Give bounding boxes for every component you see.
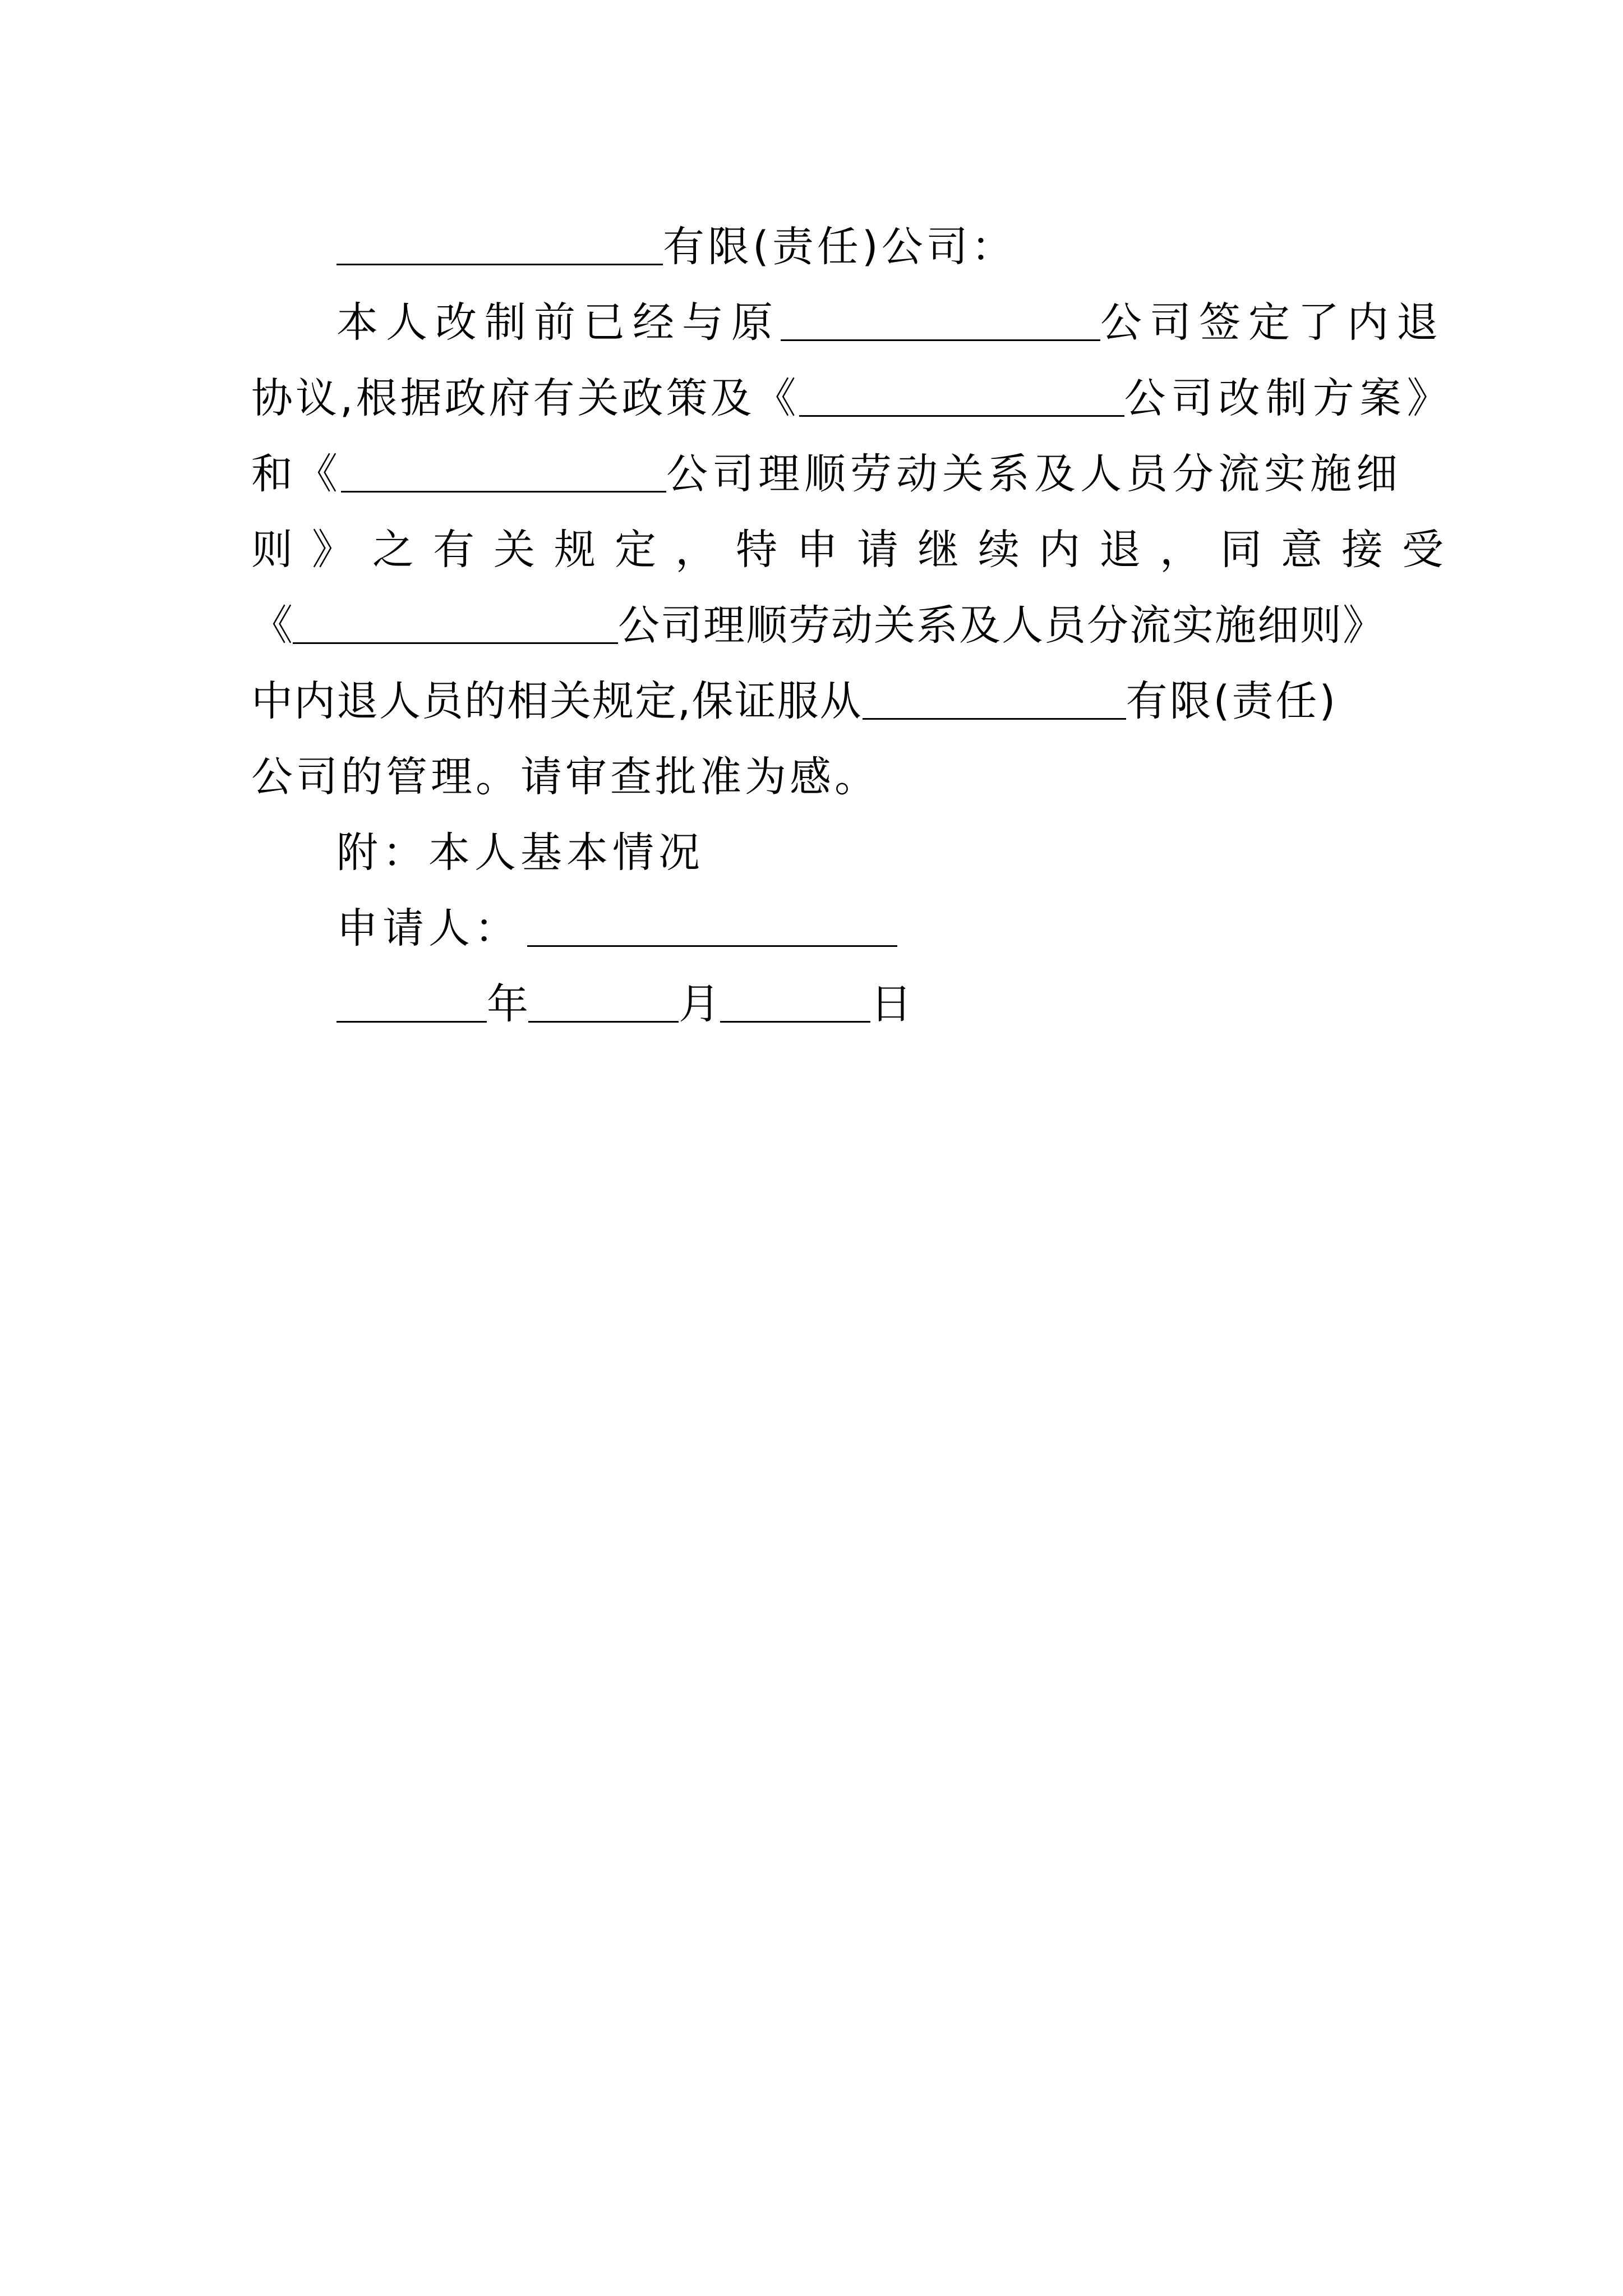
paragraph-line-4	[251, 519, 1463, 581]
paragraph-line-6-end: 有限(责任)	[1126, 677, 1338, 725]
attachment-label: 附：本人基本情况	[336, 829, 704, 877]
day-label: 日	[870, 980, 912, 1028]
paragraph-line-4-text: 则》之有关规定，特申请继续内退，同意接受	[251, 526, 1463, 574]
paragraph-line-6	[251, 670, 1338, 732]
greeting-line	[336, 216, 1016, 278]
day-blank[interactable]	[720, 976, 870, 1023]
paragraph-line-2-start: 协议,根据政府有关政策及《	[251, 374, 799, 422]
year-blank[interactable]	[336, 976, 487, 1023]
paragraph-line-2-end: 公司改制方案》	[1124, 374, 1454, 422]
labor-rules-company-blank-2[interactable]	[293, 597, 618, 644]
date-line	[336, 973, 912, 1035]
paragraph-line-3-end: 公司理顺劳动关系及人员分流实施细	[666, 450, 1402, 498]
paragraph-line-1-end: 公司签定了内退	[1100, 298, 1446, 347]
applicant-line	[336, 898, 897, 959]
paragraph-line-3-start: 和《	[251, 450, 341, 498]
attachment-line	[336, 822, 704, 884]
month-label: 月	[679, 980, 720, 1028]
paragraph-line-5	[251, 595, 1385, 656]
paragraph-line-3	[251, 443, 1402, 505]
restructure-plan-company-blank[interactable]	[799, 370, 1124, 417]
original-company-blank[interactable]	[781, 295, 1100, 341]
month-blank[interactable]	[528, 976, 679, 1023]
paragraph-line-5-end: 公司理顺劳动关系及人员分流实施细则》	[618, 601, 1385, 650]
company-name-blank[interactable]	[336, 219, 663, 265]
paragraph-line-2	[251, 367, 1454, 429]
paragraph-line-1-start: 本人改制前已经与原	[336, 298, 781, 347]
labor-rules-company-blank-1[interactable]	[341, 446, 666, 493]
paragraph-line-1	[336, 292, 1446, 353]
applicant-name-blank[interactable]	[527, 900, 897, 947]
greeting-suffix: 有限(责任)公司：	[663, 223, 1016, 271]
paragraph-line-6-start: 中内退人员的相关规定,保证服从	[251, 677, 863, 725]
paragraph-line-5-start: 《	[251, 601, 293, 650]
paragraph-line-7	[251, 746, 879, 808]
year-label: 年	[487, 980, 528, 1028]
managing-company-blank[interactable]	[863, 673, 1126, 720]
paragraph-line-7-text: 公司的管理。请审查批准为感。	[251, 753, 879, 801]
applicant-label: 申请人：	[336, 904, 520, 953]
